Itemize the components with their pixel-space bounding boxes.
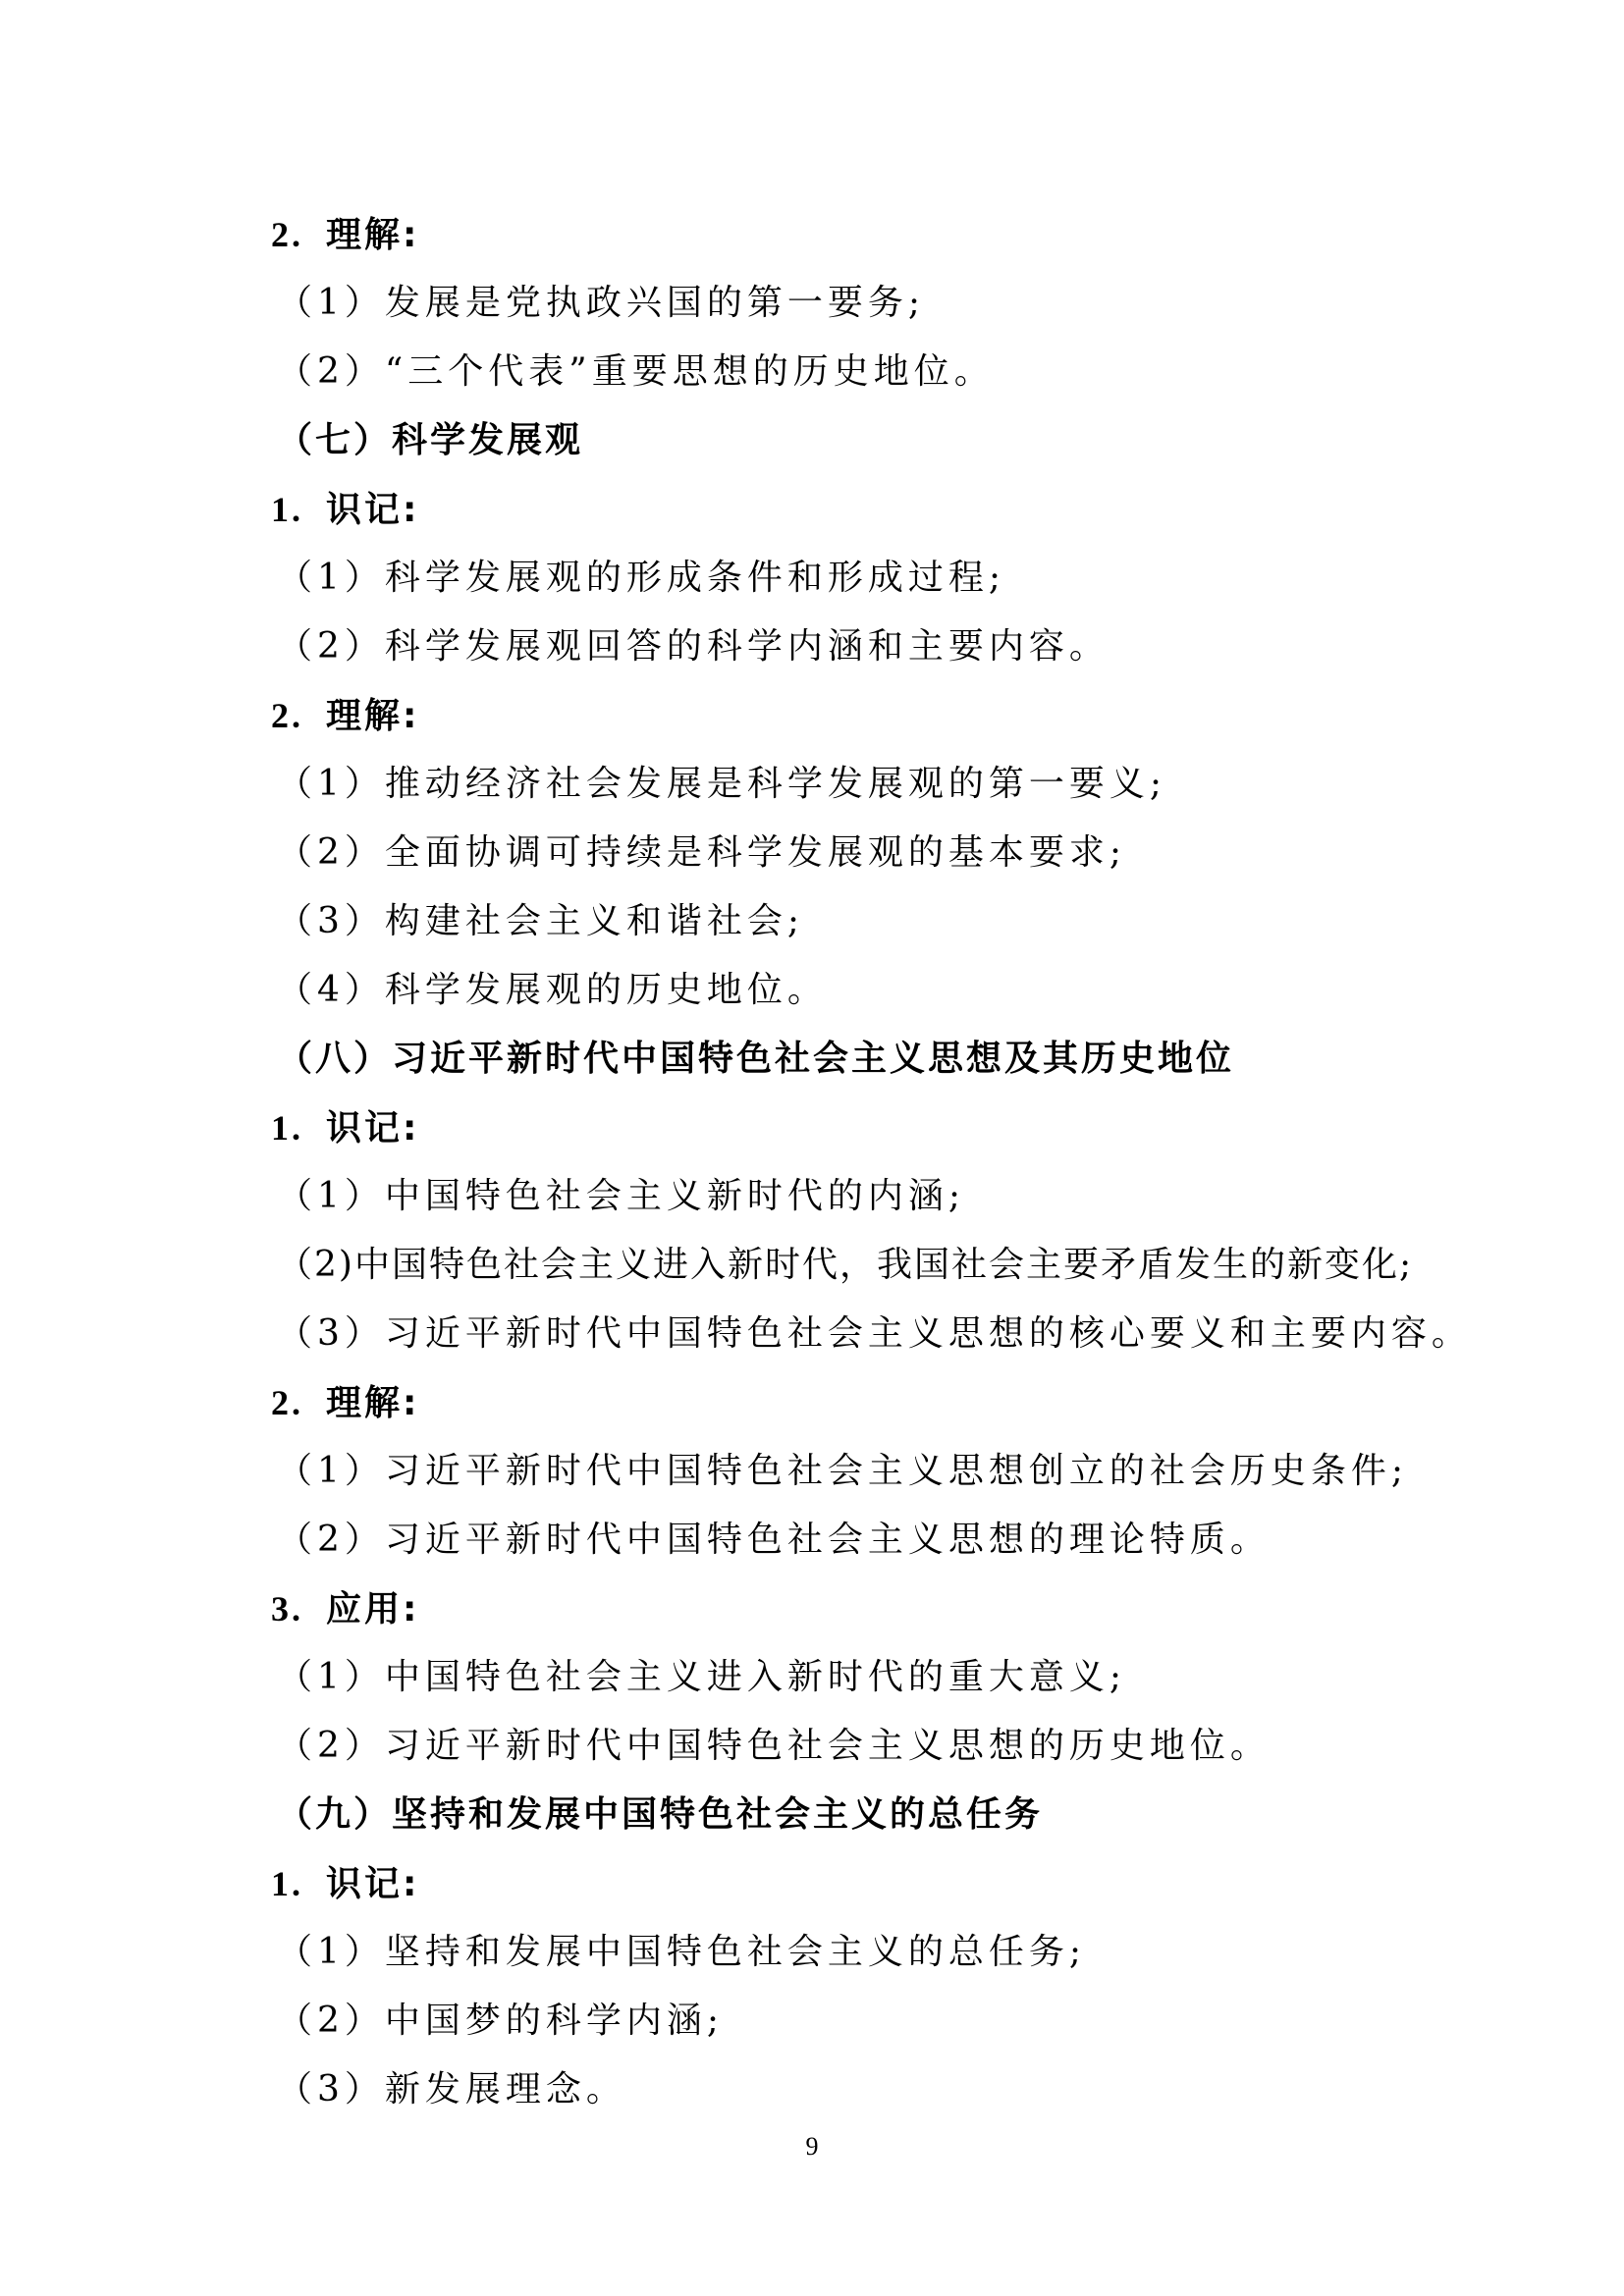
section-label [271, 1861, 419, 1907]
list-item: （1）坚持和发展中国特色社会主义的总任务; [277, 1932, 1087, 1972]
label-number: 3. [271, 1589, 303, 1629]
list-item: （4）科学发展观的历史地位。 [277, 970, 828, 1010]
label-number: 1. [271, 1864, 303, 1903]
section-label [271, 1380, 419, 1426]
label-text: 理解: [326, 696, 420, 736]
list-item: （1）习近平新时代中国特色社会主义思想创立的社会历史条件; [277, 1451, 1409, 1491]
list-item: （2）全面协调可持续是科学发展观的基本要求; [277, 832, 1127, 873]
label-number: 1. [271, 1108, 303, 1148]
label-text: 识记: [326, 1864, 420, 1904]
label-text: 理解: [326, 215, 420, 255]
label-number: 1. [271, 490, 303, 529]
list-item: （3）新发展理念。 [277, 2069, 626, 2109]
label-text: 理解: [326, 1383, 420, 1423]
section-label [271, 693, 419, 739]
list-item: （1）中国特色社会主义进入新时代的重大意义; [277, 1657, 1127, 1697]
label-number: 2. [271, 1383, 303, 1422]
section-label [271, 1586, 419, 1632]
section-label [271, 487, 419, 533]
list-item: （1）科学发展观的形成条件和形成过程; [277, 558, 1006, 598]
section-heading: （八）习近平新时代中国特色社会主义思想及其历史地位 [277, 1039, 1235, 1079]
section-label [271, 1105, 419, 1151]
label-text: 识记: [326, 1108, 420, 1148]
section-label [271, 212, 419, 258]
list-item: （1）中国特色社会主义新时代的内涵; [277, 1176, 966, 1216]
list-item: （2）“三个代表”重要思想的历史地位。 [277, 351, 995, 392]
list-item: （2）习近平新时代中国特色社会主义思想的历史地位。 [277, 1726, 1271, 1766]
list-item: （1）推动经济社会发展是科学发展观的第一要义; [277, 764, 1167, 804]
list-item: （3）习近平新时代中国特色社会主义思想的核心要义和主要内容。 [277, 1313, 1472, 1354]
list-item: （2)中国特色社会主义进入新时代，我国社会主要矛盾发生的新变化; [277, 1245, 1414, 1285]
list-item: （2）中国梦的科学内涵; [277, 2001, 725, 2041]
list-item: （3）构建社会主义和谐社会; [277, 901, 805, 941]
section-heading: （七）科学发展观 [277, 420, 584, 460]
page-number: 9 [805, 2132, 819, 2161]
label-text: 识记: [326, 490, 420, 530]
list-item: （2）科学发展观回答的科学内涵和主要内容。 [277, 626, 1110, 667]
label-number: 2. [271, 696, 303, 735]
label-text: 应用: [326, 1589, 420, 1629]
list-item: （2）习近平新时代中国特色社会主义思想的理论特质。 [277, 1520, 1271, 1560]
label-number: 2. [271, 215, 303, 254]
list-item: （1）发展是党执政兴国的第一要务; [277, 283, 926, 323]
section-heading: （九）坚持和发展中国特色社会主义的总任务 [277, 1794, 1044, 1835]
